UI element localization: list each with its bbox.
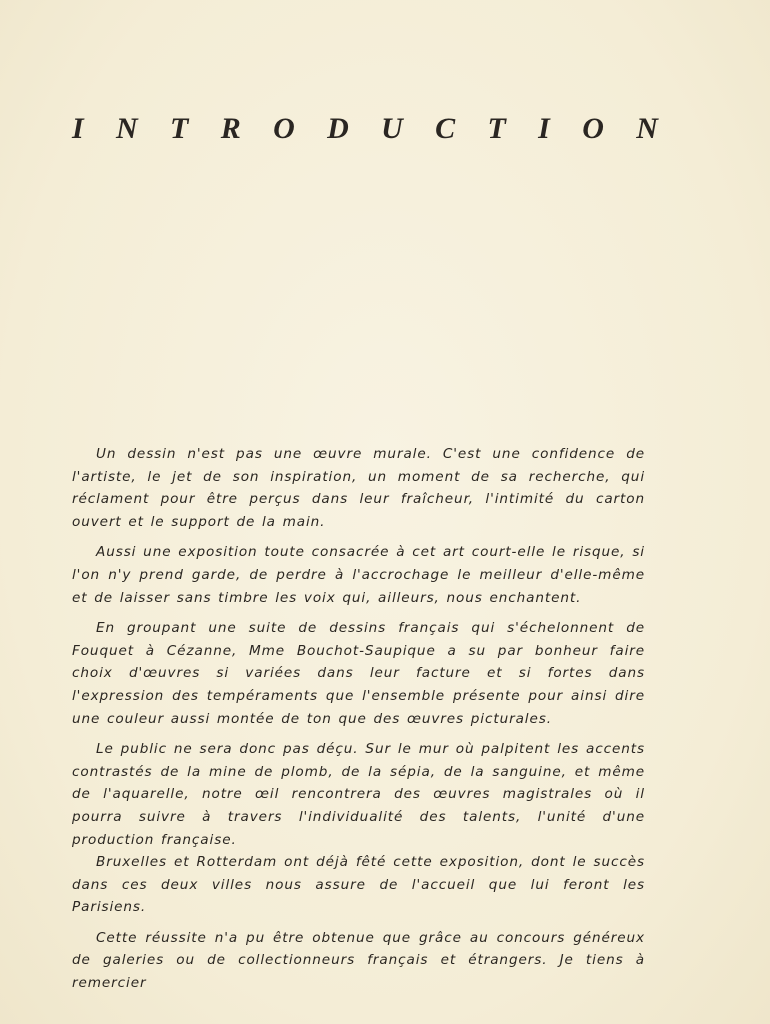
title-letter: R (220, 112, 241, 146)
paragraph-6: Cette réussite n'a pu être obtenue que grâce au concours généreux de galeries ou de collectionneurs français et étrangers. Je tiens à remercier (72, 929, 645, 992)
page-title (72, 112, 658, 146)
title-letter: T (170, 112, 189, 146)
paragraph-3: En groupant une suite de dessins français qui s'échelonnent de Fouquet à Cézanne, Mme Bouchot-Saupique a su par bonheur faire choix d'œuvres si variées dans leur facture et si fortes dans l'expression des tempéraments que l'ensemble présente pour ainsi dire une couleur aussi montée de ton que des œuvres picturales. (72, 620, 645, 727)
title-letter: D (327, 112, 349, 146)
title-letter: N (116, 112, 138, 146)
title-letter: O (273, 112, 295, 146)
paragraph-5: Bruxelles et Rotterdam ont déjà fêté cette exposition, dont le succès dans ces deux villes nous assure de l'accueil que lui feront les Parisiens. (72, 854, 645, 916)
title-letter: U (381, 112, 403, 146)
paragraph-1: Un dessin n'est pas une œuvre murale. C'est une confidence de l'artiste, le jet de son inspiration, un moment de sa recherche, qui réclament pour être perçus dans leur fraîcheur, l'intimité du carton ouvert et le support de la main. (72, 446, 645, 530)
title-letter: O (582, 112, 604, 146)
title-letter: I (72, 112, 84, 146)
title-letter: C (435, 112, 456, 146)
paragraph-4: Le public ne sera donc pas déçu. Sur le mur où palpitent les accents contrastés de la mine de plomb, de la sépia, de la sanguine, et même de l'aquarelle, notre œil rencontrera des œuvres magistrales où il pourra suivre à travers l'individualité des talents, l'unité d'une production française. (72, 741, 645, 848)
title-letter: T (487, 112, 506, 146)
paragraph-2: Aussi une exposition toute consacrée à cet art court-elle le risque, si l'on n'y prend garde, de perdre à l'accrochage le meilleur d'elle-même et de laisser sans timbre les voix qui, ailleurs, nous enchantent. (72, 544, 645, 606)
introduction-body (72, 443, 645, 1003)
title-letter: I (538, 112, 550, 146)
title-letter: N (636, 112, 658, 146)
